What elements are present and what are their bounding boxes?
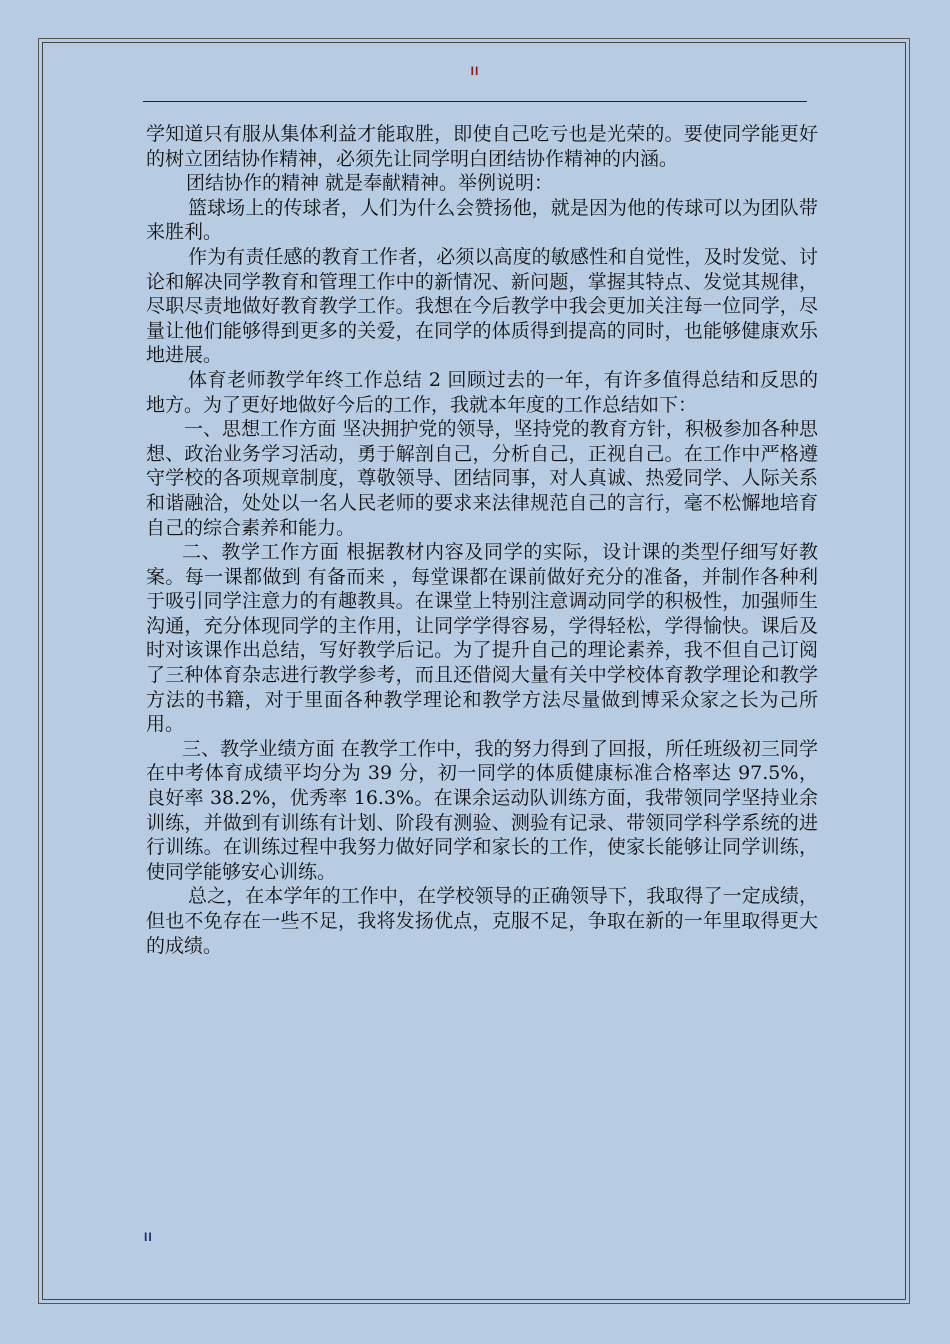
paragraph: 团结协作的精神 就是奉献精神。举例说明： xyxy=(186,172,554,195)
document-body xyxy=(146,122,818,958)
paragraph: 总之，在本学年的工作中，在学校领导的正确领导下，我取得了一定成绩，但也不免存在一些不足，我将发扬优点，克服不足，争取在新的一年里取得更大的成绩。 xyxy=(146,885,818,957)
paragraph: 二、教学工作方面 根据教材内容及同学的实际，设计课的类型仔细写好教案。每一课都做到 有备而来 ，每堂课都在课前做好充分的准备，并制作各种利于吸引同学注意力的有趣教具。在课堂上特别注意调动同学的积极性，加强师生沟通，充分体现同学的主作用，让同学学得容易，学得轻松，学得愉快。课后及时对该课作出总结，写好教学后记。为了提升自己的理论素养，我不但自己订阅了三种体育杂志进行教学参考，而且还借阅大量有关中学校体育教学理论和教学方法的书籍，对于里面各种教学理论和教学方法尽量做到博采众家之长为己所用。 xyxy=(146,541,818,736)
footer-page-mark: II xyxy=(144,1230,153,1244)
paragraph: 一、思想工作方面 坚决拥护党的领导，坚持党的教育方针，积极参加各种思想、政治业务学习活动，勇于解剖自己，分析自己，正视自己。在工作中严格遵守学校的各项规章制度，尊敬领导、团结同事，对人真诚、热爱同学、人际关系和谐融洽，处处以一名人民老师的要求来法律规范自己的言行，毫不松懈地培育自己的综合素养和能力。 xyxy=(146,418,818,539)
paragraph: 篮球场上的传球者，人们为什么会赞扬他，就是因为他的传球可以为团队带来胜利。 xyxy=(146,196,818,244)
paragraph: 体育老师教学年终工作总结 2 回顾过去的一年，有许多值得总结和反思的地方。为了更好地做好今后的工作，我就本年度的工作总结如下： xyxy=(146,368,818,416)
paragraph: 学知道只有服从集体利益才能取胜，即使自己吃亏也是光荣的。要使同学能更好的树立团结协作精神，必须先让同学明白团结协作精神的内涵。 xyxy=(146,123,818,170)
paragraph: 三、教学业绩方面 在教学工作中，我的努力得到了回报，所任班级初三同学在中考体育成绩平均分为 39 分，初一同学的体质健康标准合格率达 97.5%，良好率 38.2%，优秀率 16.3%。在课余运动队训练方面，我带领同学坚持业余训练，并做到有训练有计划、阶段有测验、测验有记录、带领同学科学系统的进行训练。在训练过程中我努力做好同学和家长的工作，使家长能够让同学训练，使同学能够安心训练。 xyxy=(146,737,818,883)
header-rule xyxy=(143,101,807,102)
header-page-mark: II xyxy=(470,64,480,78)
paragraph: 作为有责任感的教育工作者，必须以高度的敏感性和自觉性，及时发觉、讨论和解决同学教育和管理工作中的新情况、新问题，掌握其特点、发觉其规律，尽职尽责地做好教育教学工作。我想在今后教学中我会更加关注每一位同学，尽量让他们能够得到更多的关爱，在同学的体质得到提高的同时，也能够健康欢乐地进展。 xyxy=(146,245,818,367)
